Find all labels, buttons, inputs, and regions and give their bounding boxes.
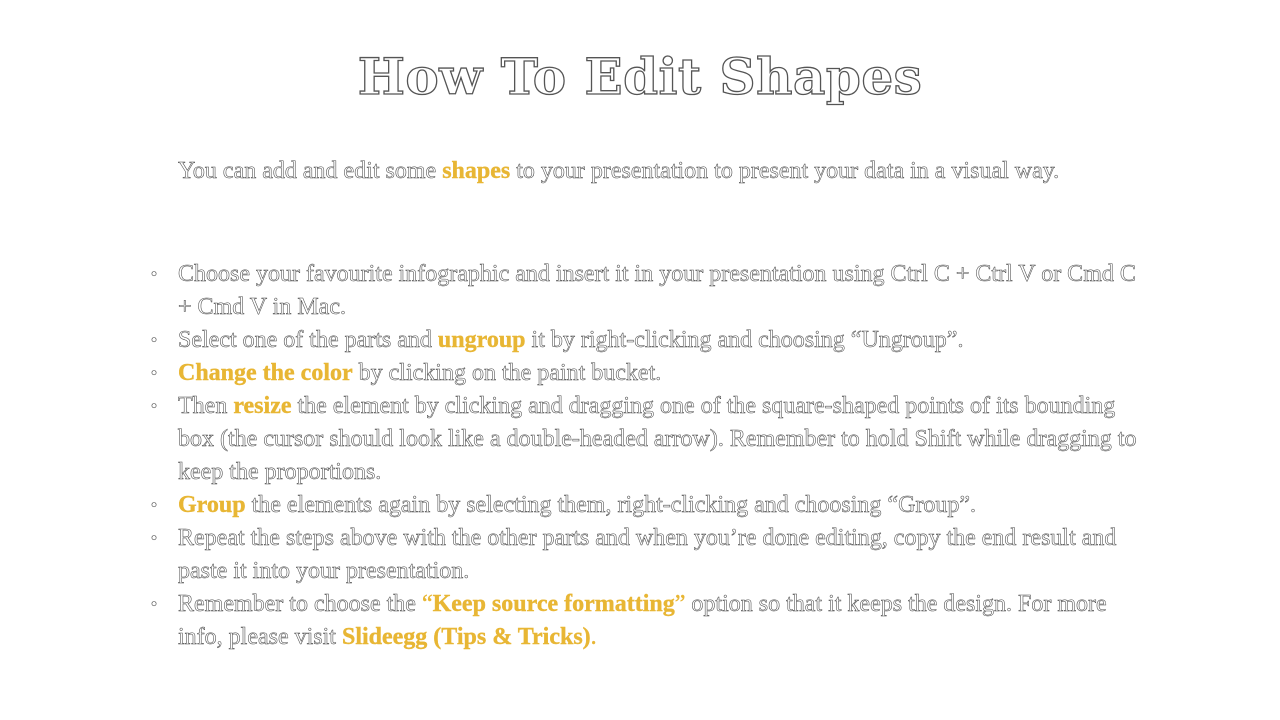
step-highlight-keep-source-formatting: Keep source formatting	[432, 591, 675, 617]
quote-close: ”	[674, 591, 686, 617]
list-item	[150, 390, 1153, 489]
step-text: Choose your favourite infographic and insert it in your presentation using Ctrl C + Ctrl V or Cmd C + Cmd V in Mac.	[178, 261, 1136, 320]
bullet-icon: •	[150, 495, 158, 515]
intro-text-before: You can add and edit some	[178, 158, 443, 184]
page-title: How To Edit Shapes	[357, 47, 923, 106]
list-item	[150, 489, 1153, 522]
step-text-after: by clicking on the paint bucket.	[352, 360, 662, 386]
list-item	[150, 258, 1153, 324]
intro-text-after: to your presentation to present your data in a visual way.	[510, 158, 1060, 184]
step-highlight-group: Group	[178, 492, 246, 518]
step-highlight-ungroup: ungroup	[437, 327, 526, 353]
steps-list	[150, 258, 1153, 654]
list-item	[150, 522, 1153, 588]
bullet-icon: •	[150, 264, 158, 284]
list-item	[150, 357, 1153, 390]
step-highlight-change-color: Change the color	[178, 360, 353, 386]
list-item	[150, 324, 1153, 357]
intro-paragraph	[178, 158, 1153, 184]
bullet-icon: •	[150, 363, 158, 383]
bullet-icon: •	[150, 594, 158, 614]
bullet-icon: •	[150, 396, 158, 416]
step-highlight-resize: resize	[233, 393, 292, 419]
step-text-middle: option so that it keeps the design. For more info, please visit	[178, 591, 1107, 650]
step-text-before: Select one of the parts and	[178, 327, 438, 353]
step-text-after: the elements again by selecting them, right-clicking and choosing “Group”.	[245, 492, 977, 518]
quote-open: “	[421, 591, 433, 617]
step-text-before: Remember to choose the	[178, 591, 422, 617]
step-text-after: the element by clicking and dragging one of the square-shaped points of its bounding box (the cursor should look like a double-headed arrow). Remember to hold Shift while dragging to keep the proportions.	[178, 393, 1137, 485]
step-text: Repeat the steps above with the other parts and when you’re done editing, copy the end result and paste it into your presentation.	[178, 525, 1117, 584]
slideegg-link[interactable]: Slideegg (Tips & Tricks)	[341, 624, 591, 650]
bullet-icon: •	[150, 330, 158, 350]
bullet-icon: •	[150, 528, 158, 548]
intro-highlight-shapes: shapes	[442, 158, 511, 184]
list-item	[150, 588, 1153, 654]
step-text-end: .	[590, 624, 597, 650]
step-text-before: Then	[178, 393, 234, 419]
step-text-after: it by right-clicking and choosing “Ungroup”.	[525, 327, 964, 353]
